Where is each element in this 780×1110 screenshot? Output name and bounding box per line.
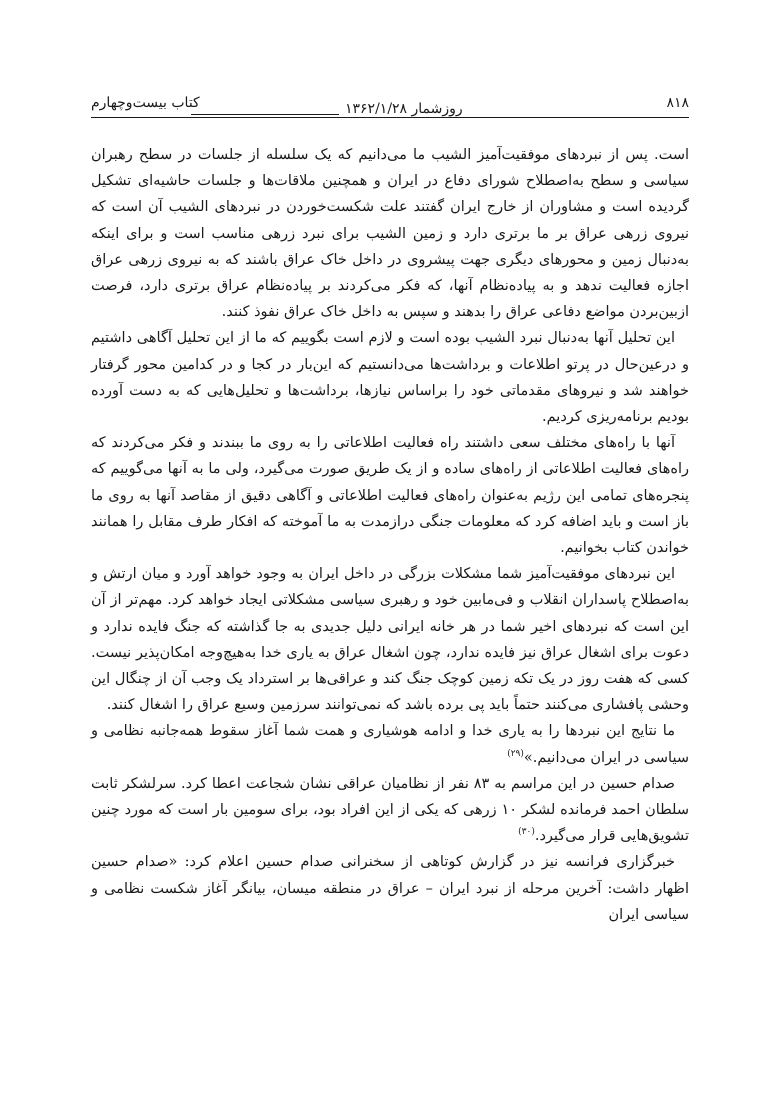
body-text (91, 142, 689, 928)
paragraph (91, 142, 689, 325)
paragraph-text: ما نتایج این نبردها را به یاری خدا و ادامه هوشیاری و همت شما آغاز سقوط همه‌جانبه نظامی و سیاسی در ایران می‌دانیم.» (91, 723, 689, 766)
book-title: کتاب بیست‌وچهارم (91, 95, 200, 111)
paragraph (91, 325, 689, 430)
paragraph-text: این تحلیل آنها به‌دنبال نبرد الشیب بوده است و لازم است بگوییم که ما از این تحلیل آگاهی داشتیم و درعین‌حال در پرتو اطلاعات و برداشت‌ها می‌دانستیم که این‌بار در کجا و در کدامین محور گرفتار خواهند شد و نیروهای مقدماتی خود را براساس نیازها، برداشت‌ها و تحلیل‌هایی که به دست آورده بودیم برنامه‌ریزی کردیم. (91, 330, 689, 426)
paragraph-text: است. پس از نبردهای موفقیت‌آمیز الشیب ما می‌دانیم که یک سلسله از جلسات در سطح رهبران سیاسی و سطح به‌اصطلاح شورای دفاع در ایران و همچنین ملاقات‌ها و جلسات حاشیه‌ای تشکیل گردیده است و مشاوران از خارج ایران گفتند علت شکست‌خوردن در نبردهای الشیب آن است که نیروی زرهی عراق بر ما برتری دارد و زمین الشیب برای نبرد زرهی مناسب است و برای اینکه به‌دنبال زمین و محورهای دیگری جهت پیشروی در داخل خاک عراق باشند که به نیروی زرهی عراق اجازه فعالیت ندهد و به پیاده‌نظام آنها، که فکر می‌کردند بر پیاده‌نظام عراق برتری دارد، فرصت ازبین‌بردن مواضع دفاعی عراق را بدهند و سپس به داخل خاک عراق نفوذ کنند. (91, 147, 689, 321)
date-underline (191, 114, 339, 115)
paragraph-text: صدام حسین در این مراسم به ۸۳ نفر از نظامیان عراقی نشان شجاعت اعطا کرد. سرلشکر ثابت سلطان احمد فرمانده لشکر ۱۰ زرهی که یکی از این افراد بود، برای سومین بار است که مورد چنین تشویق‌هایی قرار می‌گیرد. (91, 775, 689, 845)
header-rule (91, 117, 689, 118)
paragraph (91, 718, 689, 770)
page-header (91, 84, 689, 118)
paragraph-text: آنها با راه‌های مختلف سعی داشتند راه فعالیت اطلاعاتی را به روی ما ببندند و فکر می‌کردند که راه‌های فعالیت اطلاعاتی از راه‌های ساده و از یک طریق صورت می‌گیرد، ولی ما به آنها می‌گوییم که پنجره‌های تمامی این رژیم به‌عنوان راه‌های فعالیت اطلاعاتی و آگاهی دقیق از مقاصد آنها به روی ما باز است و باید اضافه کرد که معلومات جنگی درازمدت به ما آموخته که افکار طرف مقابل را همانند خواندن کتاب بخوانیم. (91, 435, 689, 557)
footnote-ref: (۳۰) (518, 827, 535, 838)
footnote-ref: (۲۹) (507, 748, 524, 759)
paragraph (91, 561, 689, 718)
paragraph (91, 849, 689, 928)
running-date-title: روزشمار ۱۳۶۲/۱/۲۸ (345, 101, 463, 117)
paragraph (91, 430, 689, 561)
paragraph-text: این نبردهای موفقیت‌آمیز شما مشکلات بزرگی در داخل ایران به وجود خواهد آورد و میان ارتش و به‌اصطلاح پاسداران انقلاب و فی‌مابین خود و رهبری سیاسی مشکلاتی ایجاد خواهد کرد. مهم‌تر از آن این است که نبردهای اخیر شما در هر خانه ایرانی دلیل جدیدی به جا گذاشته که جنگ فایده ندارد و دعوت برای اشغال عراق نیز فایده ندارد، چون اشغال عراق به یاری خدا به‌هیچ‌وجه امکان‌پذیر نیست. کسی که هفت روز در یک تکه زمین کوچک جنگ کند و عراقی‌ها بر استرداد یک وجب آن از چنگال این وحشی پافشاری می‌کنند حتماً باید پی برده باشد که نمی‌توانند سرزمین وسیع عراق را اشغال کنند. (91, 566, 689, 714)
paragraph-text: خبرگزاری فرانسه نیز در گزارش کوتاهی از سخنرانی صدام حسین اعلام کرد: «صدام حسین اظهار داشت: آخرین مرحله از نبرد ایران – عراق در منطقه میسان، بیانگر آغاز شکست نظامی و سیاسی ایران (91, 854, 689, 923)
page-number: ۸۱۸ (666, 95, 689, 111)
paragraph (91, 771, 689, 850)
